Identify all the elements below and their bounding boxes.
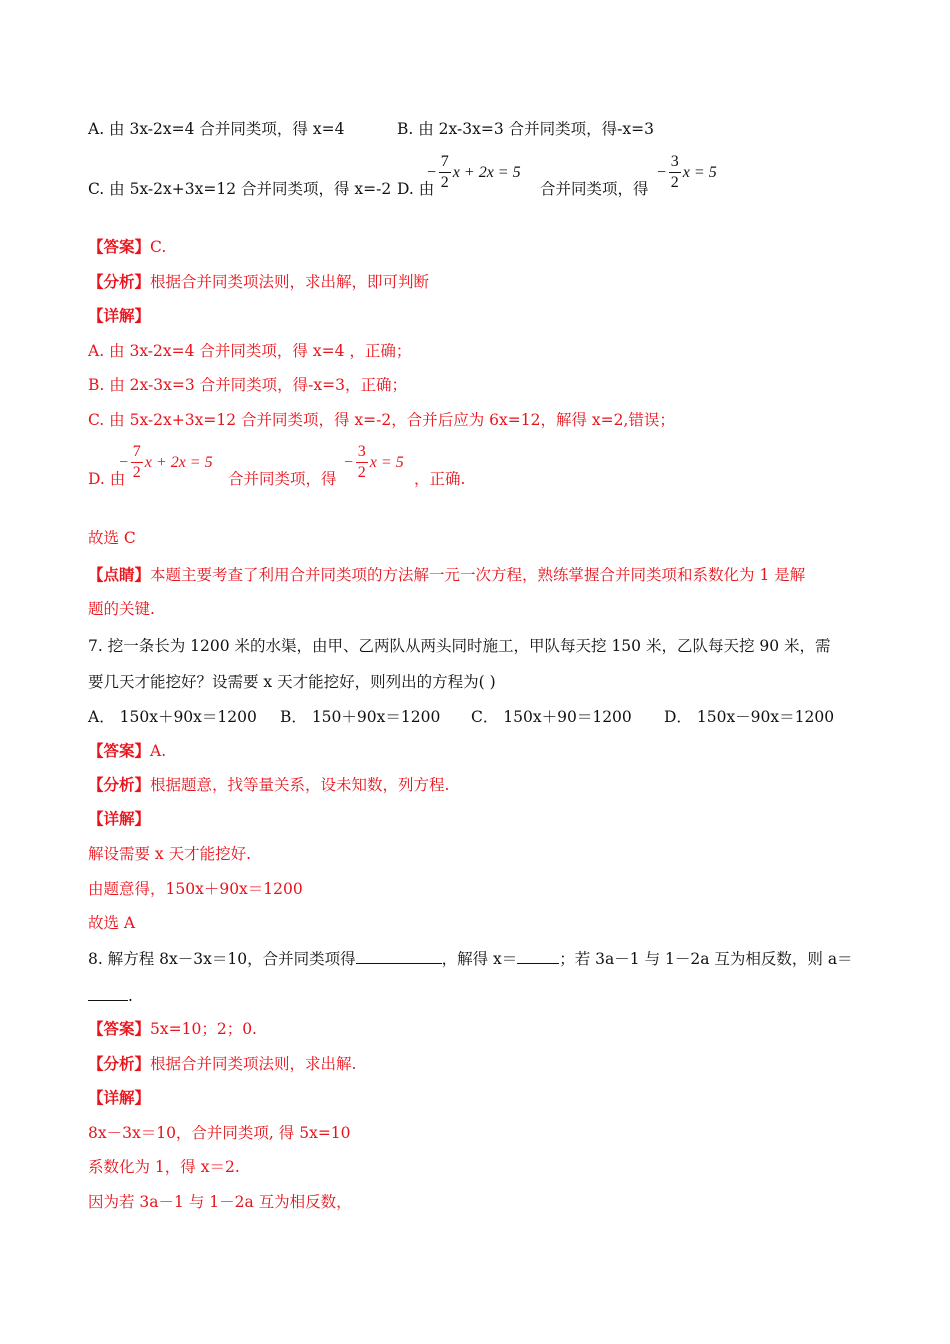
q6-answer: 【答案】C. (88, 237, 167, 256)
q6-detail-line-b: B. 由 2x-3x=3 合并同类项，得-x=3，正确； (88, 376, 407, 394)
q7-stem-line-1: 7. 挖一条长为 1200 米的水渠，由甲、乙两队从两头同时施工，甲队每天挖 150 米，乙队每天挖 90 米，需 (88, 637, 831, 655)
q8-detail-line-3: 因为若 3a－1 与 1－2a 互为相反数， (88, 1193, 352, 1211)
q7-stem-line-2: 要几天才能挖好？设需要 x 天才能挖好，则列出的方程为( ) (88, 673, 496, 691)
q7-option-a: A． 150x＋90x＝1200 (88, 708, 257, 726)
q6-detail-heading: 【详解】 (88, 306, 151, 325)
detail-equation-2: − $\frac{3}{2}$ x = 5 (343, 443, 404, 481)
q7-option-c: C． 150x＋90＝1200 (471, 708, 632, 726)
q8-stem-line-1: 8. 解方程 8x－3x＝10，合并同类项得 ，解得 x＝ ；若 3a－1 与 1－2a 互为相反数，则 a＝ (88, 947, 853, 970)
eq1-denominator: 2 (440, 174, 449, 191)
q7-detail-line-1: 解设需要 x 天才能挖好. (88, 845, 252, 863)
q6-detail-line-d-prefix: D. 由 (88, 470, 126, 488)
q7-option-b: B． 150＋90x＝1200 (280, 708, 441, 726)
q7-detail-line-2: 由题意得，150x＋90x＝1200 (88, 880, 303, 898)
q8-blank-3[interactable] (88, 984, 128, 1001)
q8-analysis: 【分析】根据合并同类项法则，求出解. (88, 1054, 357, 1073)
q8-detail-line-1: 8x－3x＝10，合并同类项, 得 5x=10 (88, 1124, 351, 1142)
eq1-numerator: 7 (439, 152, 451, 173)
eq2-denominator: 2 (670, 174, 679, 191)
q6-detail-line-d-suffix: ，正确. (414, 470, 466, 488)
q8-detail-heading: 【详解】 (88, 1088, 151, 1107)
eq1-rest: x + 2x = 5 (452, 163, 521, 181)
q6-note-line-2: 题的关键. (88, 600, 155, 618)
option-c: C. 由 5x-2x+3x=12 合并同类项，得 x=-2 (88, 180, 392, 198)
q7-detail-heading: 【详解】 (88, 809, 151, 828)
q6-detail-line-a: A. 由 3x-2x=4 合并同类项，得 x=4 ，正确； (88, 342, 412, 360)
option-d-equation-2: − $\frac{3}{2}$ x = 5 (656, 153, 717, 191)
q7-option-d: D． 150x－90x＝1200 (664, 708, 835, 726)
q8-answer: 【答案】5x=10；2；0. (88, 1019, 257, 1038)
q6-analysis: 【分析】根据合并同类项法则，求出解，即可判断 (88, 272, 430, 291)
option-d-equation-1: − $\frac{7}{2}$ x + 2x = 5 (426, 153, 521, 191)
detail-equation-1: − $\frac{7}{2}$ x + 2x = 5 (118, 443, 213, 481)
q8-blank-2[interactable] (517, 947, 559, 964)
option-b: B. 由 2x-3x=3 合并同类项，得-x=3 (397, 120, 654, 138)
option-d-mid: 合并同类项，得 (540, 180, 649, 198)
q7-analysis: 【分析】根据题意，找等量关系，设未知数，列方程. (88, 775, 450, 794)
eq2-rest: x = 5 (682, 163, 717, 181)
q6-choice: 故选 C (88, 529, 136, 547)
eq2-numerator: 3 (669, 152, 681, 173)
q7-choice: 故选 A (88, 914, 136, 932)
q6-detail-line-c: C. 由 5x-2x+3x=12 合并同类项，得 x=-2，合并后应为 6x=12，解得 x=2,错误； (88, 411, 675, 429)
option-a: A. 由 3x-2x=4 合并同类项，得 x=4 (88, 120, 345, 138)
q6-detail-line-d-mid: 合并同类项，得 (228, 470, 337, 488)
q7-answer: 【答案】A. (88, 741, 167, 760)
q8-blank-1[interactable] (356, 947, 442, 964)
q8-stem-line-2: . (88, 984, 133, 1007)
option-d-prefix: D. 由 (397, 180, 435, 198)
q8-detail-line-2: 系数化为 1，得 x＝2. (88, 1158, 240, 1176)
q6-note-line-1: 【点睛】本题主要考查了利用合并同类项的方法解一元一次方程，熟练掌握合并同类项和系数化为 1 是解 (88, 565, 806, 584)
